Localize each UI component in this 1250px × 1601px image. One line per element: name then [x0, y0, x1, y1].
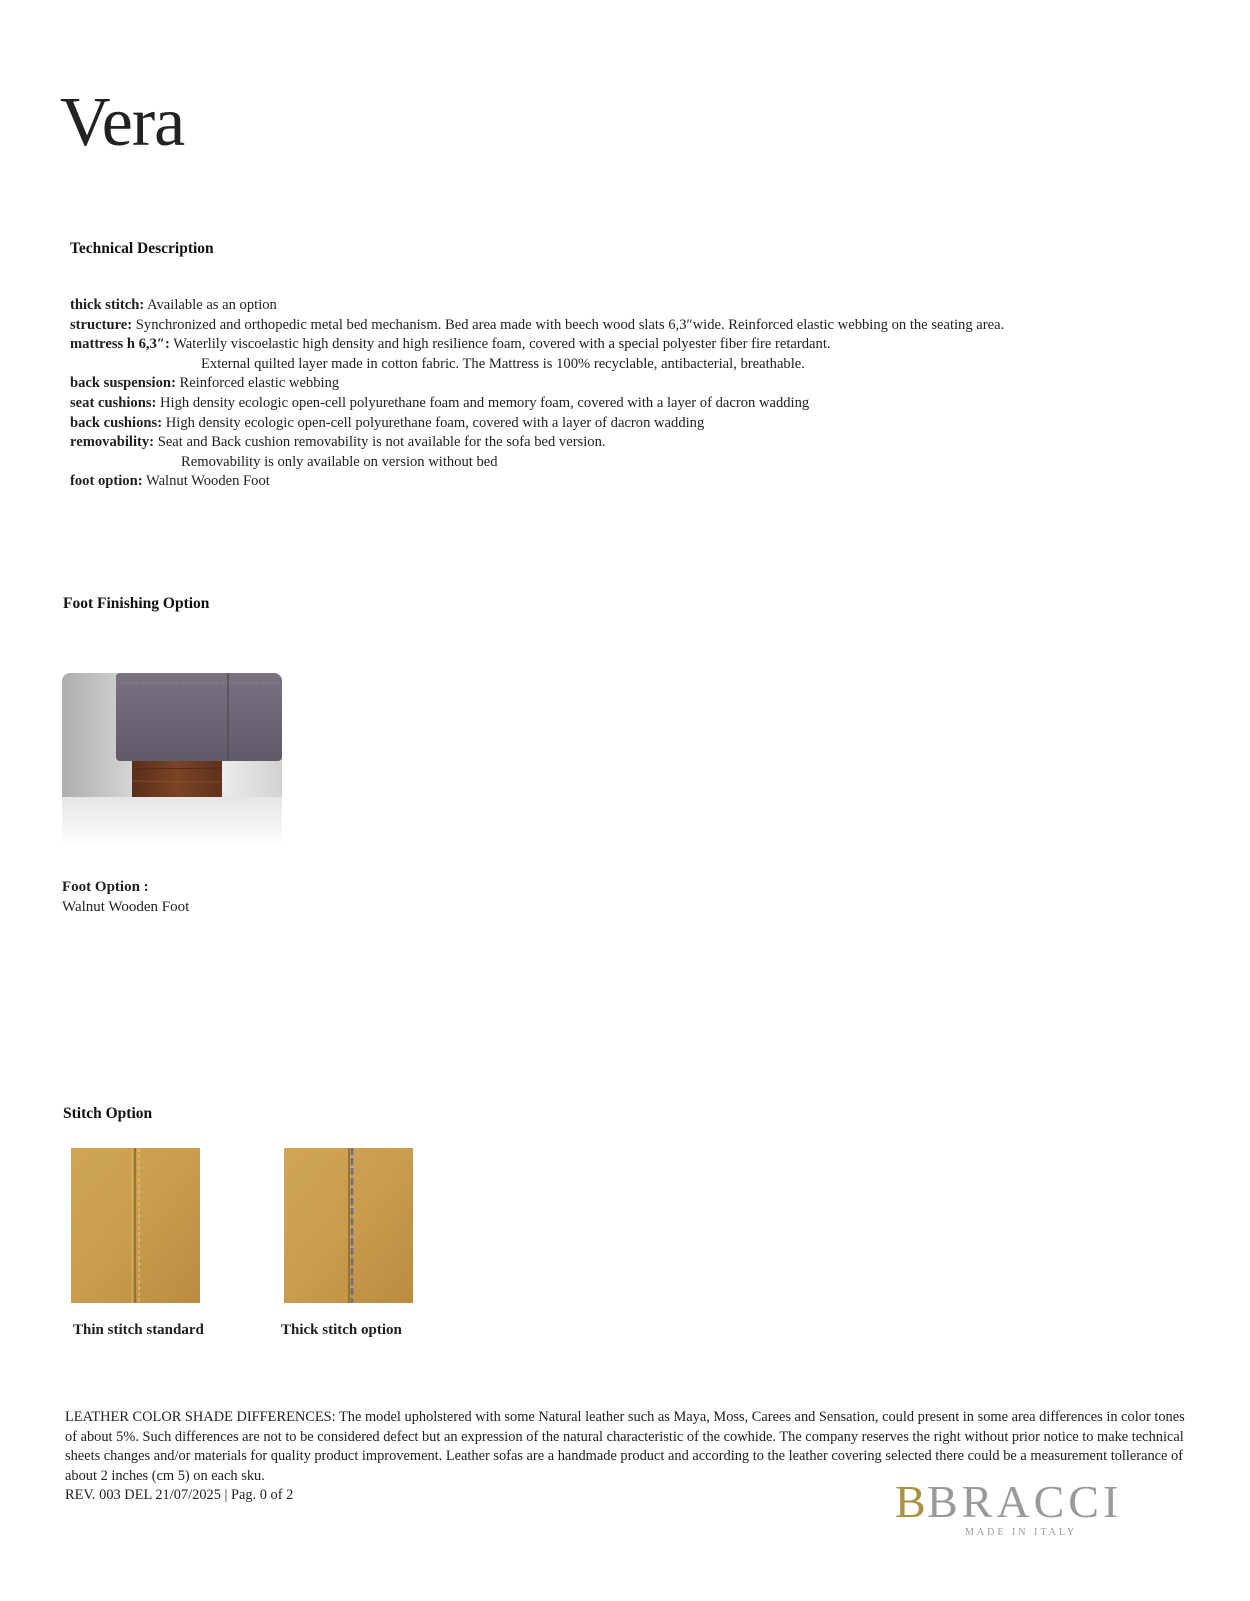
logo-tagline: MADE IN ITALY — [965, 1527, 1078, 1538]
spec-row-seat-cushions — [70, 394, 1190, 414]
spec-value: High density ecologic open-cell polyurethane foam and memory foam, covered with a layer of dacron wadding — [160, 394, 810, 411]
spec-value: High density ecologic open-cell polyurethane foam, covered with a layer of dacron wadding — [165, 414, 705, 431]
spec-row-back-suspension — [70, 374, 1190, 394]
spec-row-structure — [70, 316, 1190, 336]
logo-name: BRACCI — [927, 1477, 1123, 1527]
thin-stitch-image — [71, 1148, 200, 1303]
spec-key: seat cushions: — [70, 394, 157, 411]
spec-key: thick stitch: — [70, 297, 145, 313]
spec-value: Removability is only available on version without bed — [181, 453, 498, 470]
foot-option-label: Foot Option : — [62, 879, 149, 895]
spec-key: back cushions: — [70, 414, 163, 431]
spec-key: mattress h 6,3″: — [70, 336, 170, 353]
spec-row-removability-cont — [70, 453, 1190, 473]
logo-initial: B — [895, 1477, 926, 1527]
spec-row-mattress-cont — [70, 355, 1190, 375]
spec-value: Waterlily viscoelastic high density and high resilience foam, covered with a special polyester fiber fire retardant. — [173, 336, 831, 353]
thin-stitch-label: Thin stitch standard — [73, 1322, 204, 1338]
spec-key: removability: — [70, 434, 155, 451]
thick-stitch-image — [284, 1148, 413, 1303]
spec-row-back-cushions — [70, 414, 1190, 434]
stitch-option-heading: Stitch Option — [63, 1105, 153, 1122]
page-title: Vera — [60, 84, 185, 161]
technical-specs-list — [70, 296, 1190, 492]
spec-value: Seat and Back cushion removability is not available for the sofa bed version. — [157, 434, 606, 451]
revision-page-info: REV. 003 DEL 21/07/2025 | Pag. 0 of 2 — [65, 1487, 294, 1503]
bracci-logo — [895, 1477, 1160, 1539]
spec-value: Walnut Wooden Foot — [145, 473, 270, 490]
foot-finishing-heading: Foot Finishing Option — [63, 595, 210, 612]
spec-row-removability — [70, 433, 1190, 453]
spec-row-foot-option — [70, 472, 1190, 492]
technical-description-heading: Technical Description — [70, 240, 214, 257]
spec-key: structure: — [70, 316, 133, 333]
spec-key: foot option: — [70, 473, 143, 490]
spec-value: Synchronized and orthopedic metal bed mechanism. Bed area made with beech wood slats 6,3″wide. Reinforced elastic webbing on the seating area. — [135, 316, 1005, 333]
thick-stitch-label: Thick stitch option — [281, 1322, 402, 1338]
spec-value: Available as an option — [147, 297, 277, 313]
walnut-foot-image — [62, 673, 282, 849]
spec-row-thick-stitch — [70, 296, 1190, 316]
foot-option-value: Walnut Wooden Foot — [62, 899, 190, 915]
spec-row-mattress — [70, 335, 1190, 355]
spec-value: Reinforced elastic webbing — [179, 375, 340, 392]
spec-value: External quilted layer made in cotton fabric. The Mattress is 100% recyclable, antibacterial, breathable. — [201, 355, 805, 372]
spec-key: back suspension: — [70, 375, 176, 392]
leather-disclaimer: LEATHER COLOR SHADE DIFFERENCES: The model upholstered with some Natural leather such as Maya, Moss, Carees and Sensation, could present in some area differences in color tones of about 5%. Such differences are not to be considered defect but an expression of the natural characteristic of the cowhide. The company reserves the right without prior notice to make technical sheets changes and/or materials for quality product improvement. Leather sofas are a handmade product and according to the leather covering selected there could be a measurement tollerance of about 2 inches (cm 5) on each sku. — [65, 1409, 1185, 1484]
